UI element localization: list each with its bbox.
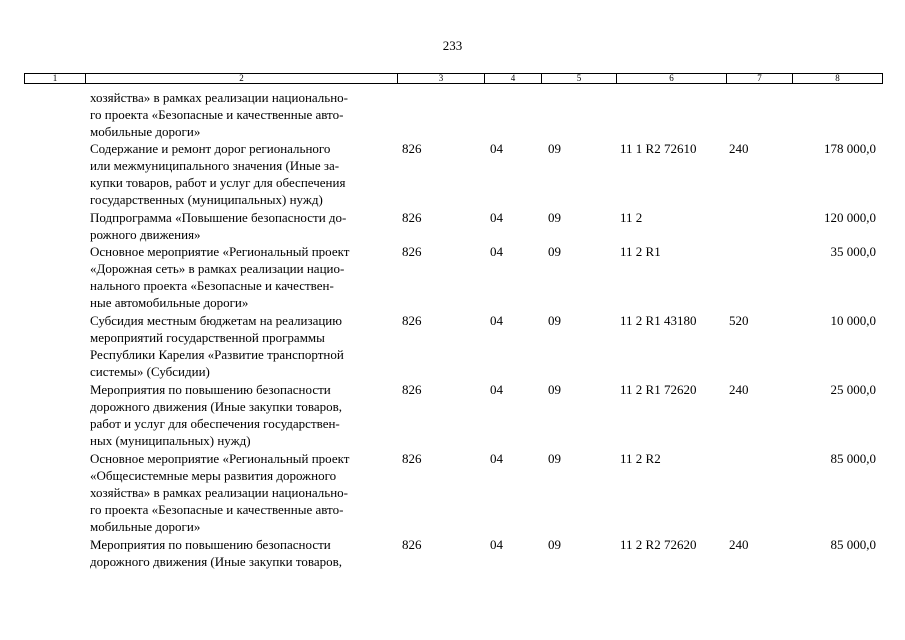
admin-code: 826 [402, 210, 422, 225]
target-item-code: 11 2 R2 72620 [620, 537, 697, 552]
table-row [0, 312, 905, 381]
expense-type-code: 240 [729, 537, 749, 552]
section-code: 04 [490, 451, 503, 466]
table-row [0, 243, 905, 312]
expense-type-code: 520 [729, 313, 749, 328]
row-description: хозяйства» в рамках реализации национально- го проекта «Безопасные и качественные авто- мобильные дороги» [90, 90, 349, 139]
admin-code: 826 [402, 382, 422, 397]
header-col-7: 7 [727, 74, 793, 83]
page-number: 233 [442, 38, 463, 53]
table-row [0, 450, 905, 536]
section-code: 04 [490, 141, 503, 156]
column-number-header [24, 73, 883, 84]
target-item-code: 11 2 R1 43180 [620, 313, 697, 328]
row-description: Основное мероприятие «Региональный проект «Общесистемные меры развития дорожного хозяйства» в рамках реализации национально- го проекта «Безопасные и качественные авто- мобильные дороги» [90, 451, 350, 534]
subsection-code: 09 [548, 451, 561, 466]
row-description: Подпрограмма «Повышение безопасности до- рожного движения» [90, 210, 347, 242]
amount: 10 000,0 [830, 313, 876, 328]
expense-type-code: 240 [729, 382, 749, 397]
admin-code: 826 [402, 451, 422, 466]
section-code: 04 [490, 210, 503, 225]
subsection-code: 09 [548, 313, 561, 328]
amount: 35 000,0 [830, 244, 876, 259]
header-col-3: 3 [398, 74, 485, 83]
header-col-6: 6 [617, 74, 727, 83]
expense-type-code: 240 [729, 141, 749, 156]
row-description: Основное мероприятие «Региональный проект «Дорожная сеть» в рамках реализации нацио- нального проекта «Безопасные и качествен- ные автомобильные дороги» [90, 244, 350, 310]
table-row [0, 89, 905, 140]
header-col-1: 1 [25, 74, 86, 83]
section-code: 04 [490, 313, 503, 328]
target-item-code: 11 1 R2 72610 [620, 141, 697, 156]
admin-code: 826 [402, 537, 422, 552]
amount: 85 000,0 [830, 537, 876, 552]
subsection-code: 09 [548, 141, 561, 156]
row-description: Мероприятия по повышению безопасности дорожного движения (Иные закупки товаров, работ и услуг для обеспечения государствен- ных (муниципальных) нужд) [90, 382, 343, 448]
target-item-code: 11 2 R2 [620, 451, 661, 466]
table-row [0, 209, 905, 243]
row-description: Субсидия местным бюджетам на реализацию мероприятий государственной программы Республики Карелия «Развитие транспортной системы» (Субсидии) [90, 313, 344, 379]
header-col-8: 8 [793, 74, 883, 83]
target-item-code: 11 2 [620, 210, 643, 225]
subsection-code: 09 [548, 244, 561, 259]
header-col-4: 4 [485, 74, 542, 83]
row-description: Содержание и ремонт дорог регионального или межмуниципального значения (Иные за- купки товаров, работ и услуг для обеспечения государственных (муниципальных) нужд) [90, 141, 346, 207]
target-item-code: 11 2 R1 72620 [620, 382, 697, 397]
amount: 178 000,0 [824, 141, 876, 156]
section-code: 04 [490, 537, 503, 552]
section-code: 04 [490, 244, 503, 259]
amount: 25 000,0 [830, 382, 876, 397]
admin-code: 826 [402, 244, 422, 259]
header-col-2: 2 [86, 74, 398, 83]
subsection-code: 09 [548, 382, 561, 397]
amount: 85 000,0 [830, 451, 876, 466]
row-description: Мероприятия по повышению безопасности дорожного движения (Иные закупки товаров, [90, 537, 343, 569]
subsection-code: 09 [548, 537, 561, 552]
amount: 120 000,0 [824, 210, 876, 225]
subsection-code: 09 [548, 210, 561, 225]
admin-code: 826 [402, 313, 422, 328]
table-row [0, 140, 905, 209]
budget-table-body [0, 89, 905, 570]
admin-code: 826 [402, 141, 422, 156]
target-item-code: 11 2 R1 [620, 244, 661, 259]
table-row [0, 536, 905, 570]
table-row [0, 381, 905, 450]
section-code: 04 [490, 382, 503, 397]
header-col-5: 5 [542, 74, 617, 83]
